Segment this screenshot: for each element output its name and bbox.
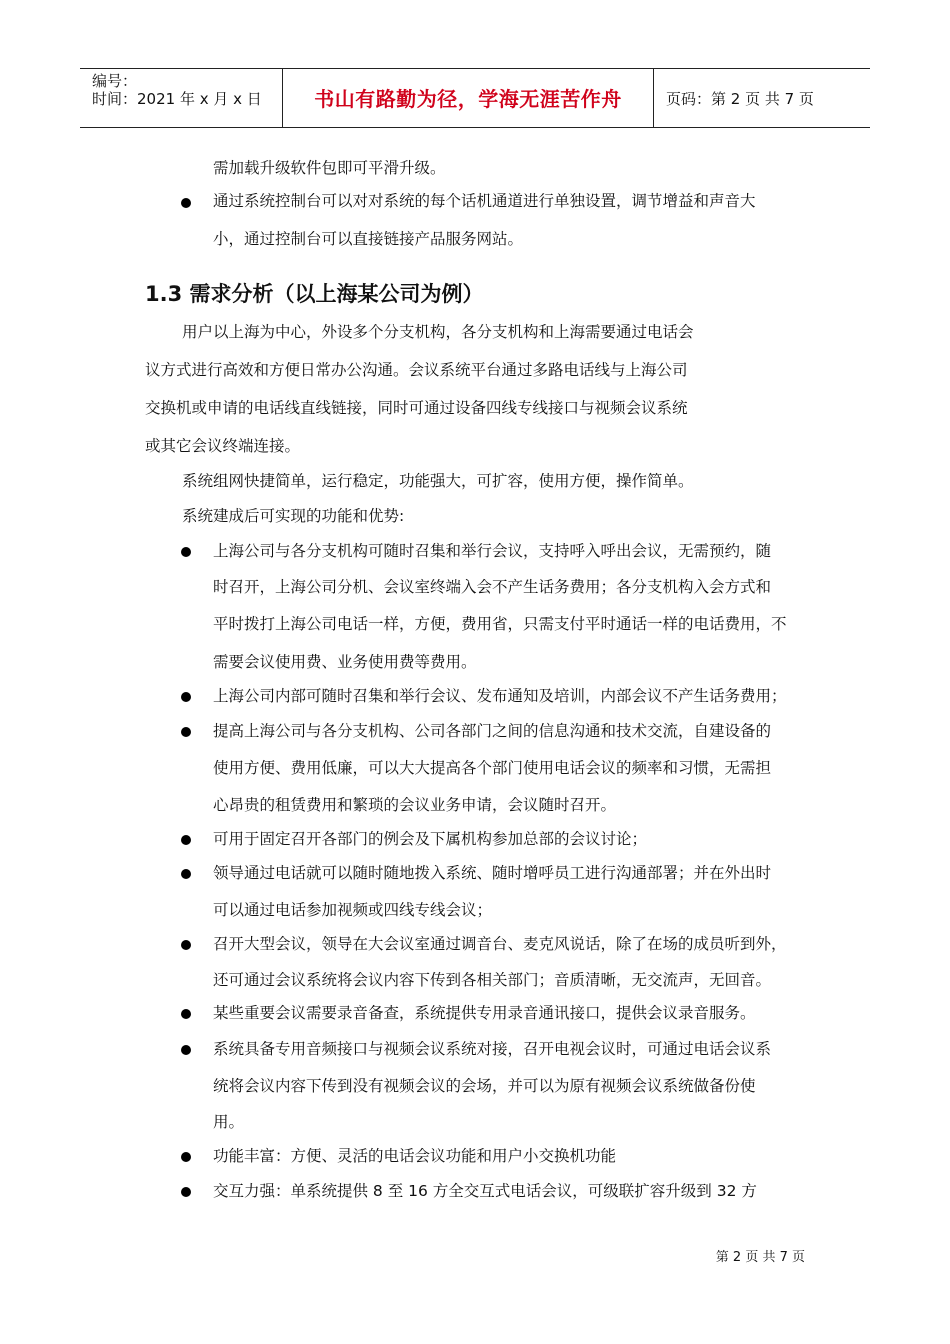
- paragraph-line: 系统建成后可实现的功能和优势:: [182, 507, 405, 525]
- paragraph-line: 用户以上海为中心，外设多个分支机构，各分支机构和上海需要通过电话会: [182, 323, 694, 341]
- bullet-icon: [181, 1045, 191, 1055]
- header-meta-cell: [80, 69, 282, 128]
- document-date-label: 时间：2021 年 x 月 x 日: [92, 90, 262, 108]
- paragraph-line: 或其它会议终端连接。: [145, 437, 301, 455]
- bullet-icon: [181, 835, 191, 845]
- bullet-text-line: 上海公司与各分支机构可随时召集和举行会议，支持呼入呼出会议，无需预约，随: [213, 542, 772, 560]
- text-line: 需加载升级软件包即可平滑升级。: [213, 159, 446, 177]
- bullet-text-line: 可以通过电话参加视频或四线专线会议；: [213, 901, 493, 919]
- bullet-text-line: 还可通过会议系统将会议内容下传到各相关部门；音质清晰，无交流声，无回音。: [213, 971, 772, 989]
- header-page-cell: [654, 69, 870, 128]
- bullet-text-line: 使用方便、费用低廉，可以大大提高各个部门使用电话会议的频率和习惯，无需担: [213, 759, 772, 777]
- header-motto: 书山有路勤为径，学海无涯苦作舟: [314, 87, 622, 111]
- bullet-icon: [181, 1187, 191, 1197]
- text-line: 小，通过控制台可以直接链接产品服务网站。: [213, 230, 524, 248]
- bullet-text-line: 心昂贵的租赁费用和繁琐的会议业务申请，会议随时召开。: [213, 796, 617, 814]
- bullet-text-line: 功能丰富：方便、灵活的电话会议功能和用户小交换机功能: [213, 1147, 617, 1165]
- bullet-icon: [181, 727, 191, 737]
- bullet-text-line: 用。: [213, 1113, 245, 1131]
- bullet-text-line: 需要会议使用费、业务使用费等费用。: [213, 653, 477, 671]
- bullet-text-line: 提高上海公司与各分支机构、公司各部门之间的信息沟通和技术交流，自建设备的: [213, 722, 772, 740]
- section-title: 1.3 需求分析（以上海某公司为例）: [145, 282, 484, 306]
- bullet-icon: [181, 198, 191, 208]
- paragraph-line: 议方式进行高效和方便日常办公沟通。会议系统平台通过多路电话线与上海公司: [145, 361, 688, 379]
- paragraph-line: 系统组网快捷简单，运行稳定，功能强大，可扩容，使用方便，操作简单。: [182, 472, 694, 490]
- bullet-text-line: 时召开，上海公司分机、会议室终端入会不产生话务费用；各分支机构入会方式和: [213, 578, 772, 596]
- document-number-label: 编号：: [92, 72, 138, 90]
- bullet-icon: [181, 869, 191, 879]
- bullet-icon: [181, 547, 191, 557]
- bullet-text-line: 某些重要会议需要录音备查，系统提供专用录音通讯接口，提供会议录音服务。: [213, 1004, 756, 1022]
- bullet-text-line: 平时拨打上海公司电话一样，方便，费用省，只需支付平时通话一样的电话费用，不: [213, 615, 787, 633]
- bullet-icon: [181, 1152, 191, 1162]
- bullet-text-line: 可用于固定召开各部门的例会及下属机构参加总部的会议讨论；: [213, 830, 648, 848]
- bullet-text-line: 统将会议内容下传到没有视频会议的会场，并可以为原有视频会议系统做备份使: [213, 1077, 756, 1095]
- text-line: 通过系统控制台可以对对系统的每个话机通道进行单独设置，调节增益和声音大: [213, 192, 756, 210]
- bullet-text-line: 召开大型会议，领导在大会议室通过调音台、麦克风说话，除了在场的成员听到外，: [213, 935, 787, 953]
- header-motto-cell: [282, 69, 654, 128]
- bullet-icon: [181, 1009, 191, 1019]
- paragraph-line: 交换机或申请的电话线直线链接，同时可通过设备四线专线接口与视频会议系统: [145, 399, 688, 417]
- bullet-text-line: 领导通过电话就可以随时随地拨入系统、随时增呼员工进行沟通部署；并在外出时: [213, 864, 772, 882]
- bullet-icon: [181, 692, 191, 702]
- page-footer: 第 2 页 共 7 页: [715, 1250, 805, 1265]
- header-page-code: 页码：第 2 页 共 7 页: [666, 90, 814, 108]
- bullet-text-line: 交互力强：单系统提供 8 至 16 方全交互式电话会议，可级联扩容升级到 32 方: [213, 1182, 757, 1200]
- bullet-text-line: 系统具备专用音频接口与视频会议系统对接，召开电视会议时，可通过电话会议系: [213, 1040, 772, 1058]
- bullet-text-line: 上海公司内部可随时召集和举行会议、发布通知及培训，内部会议不产生话务费用；: [213, 687, 787, 705]
- page-header: [80, 68, 870, 128]
- bullet-icon: [181, 940, 191, 950]
